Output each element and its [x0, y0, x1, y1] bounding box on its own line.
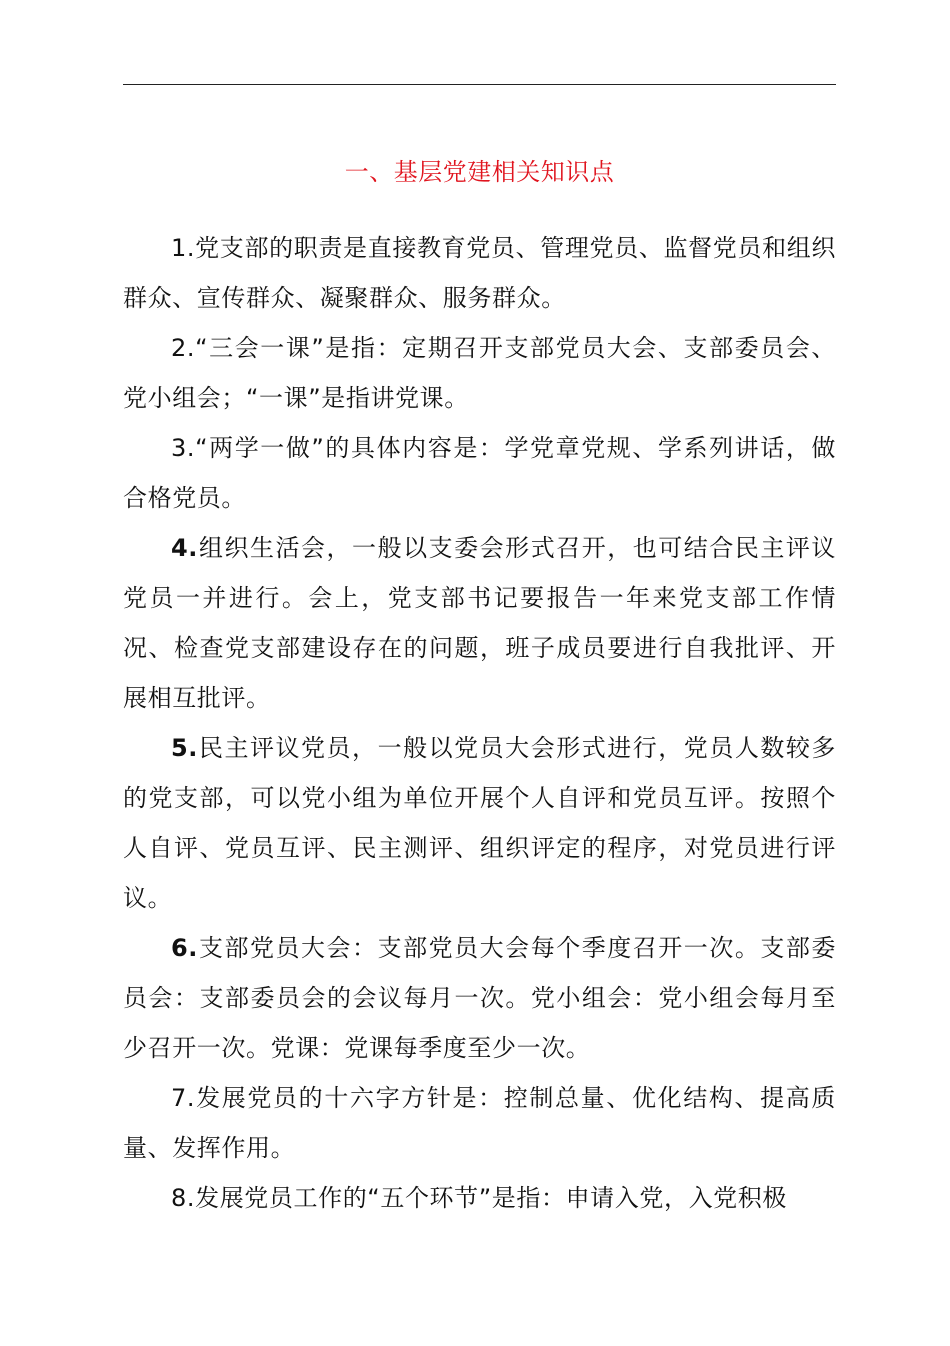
- paragraph-text: “两学一做”的具体内容是：学党章党规、学系列讲话，做合格党员。: [123, 434, 836, 512]
- paragraph-number: 1.: [171, 234, 196, 262]
- header-rule: [123, 84, 836, 85]
- paragraph-7: [123, 1073, 836, 1173]
- paragraph-text: 发展党员工作的“五个环节”是指：申请入党，入党积极: [195, 1184, 787, 1212]
- paragraph-4: [123, 523, 836, 723]
- paragraph-text: 民主评议党员，一般以党员大会形式进行，党员人数较多的党支部，可以党小组为单位开展个人自评和党员互评。按照个人自评、党员互评、民主测评、组织评定的程序，对党员进行评议。: [123, 734, 836, 912]
- paragraph-8: [123, 1173, 836, 1223]
- paragraph-text: 支部党员大会：支部党员大会每个季度召开一次。支部委员会：支部委员会的会议每月一次。党小组会：党小组会每月至少召开一次。党课：党课每季度至少一次。: [123, 934, 836, 1062]
- paragraph-2: [123, 323, 836, 423]
- paragraph-text: “三会一课”是指：定期召开支部党员大会、支部委员会、党小组会；“一课”是指讲党课。: [123, 334, 836, 412]
- paragraph-number: 2.: [171, 334, 196, 362]
- paragraph-1: [123, 223, 836, 323]
- paragraph-number: 5.: [171, 734, 199, 762]
- paragraph-3: [123, 423, 836, 523]
- paragraph-5: [123, 723, 836, 923]
- paragraph-number: 6.: [171, 934, 199, 962]
- paragraph-text: 组织生活会，一般以支委会形式召开，也可结合民主评议党员一并进行。会上，党支部书记要报告一年来党支部工作情况、检查党支部建设存在的问题，班子成员要进行自我批评、开展相互批评。: [123, 534, 836, 712]
- section-title: 一、基层党建相关知识点: [344, 158, 615, 186]
- body-text: [123, 223, 836, 1223]
- paragraph-number: 8.: [171, 1184, 196, 1212]
- paragraph-text: 党支部的职责是直接教育党员、管理党员、监督党员和组织群众、宣传群众、凝聚群众、服务群众。: [123, 234, 836, 312]
- paragraph-text: 发展党员的十六字方针是：控制总量、优化结构、提高质量、发挥作用。: [123, 1084, 836, 1162]
- paragraph-6: [123, 923, 836, 1073]
- paragraph-number: 7.: [171, 1084, 196, 1112]
- paragraph-number: 3.: [171, 434, 196, 462]
- paragraph-number: 4.: [171, 534, 199, 562]
